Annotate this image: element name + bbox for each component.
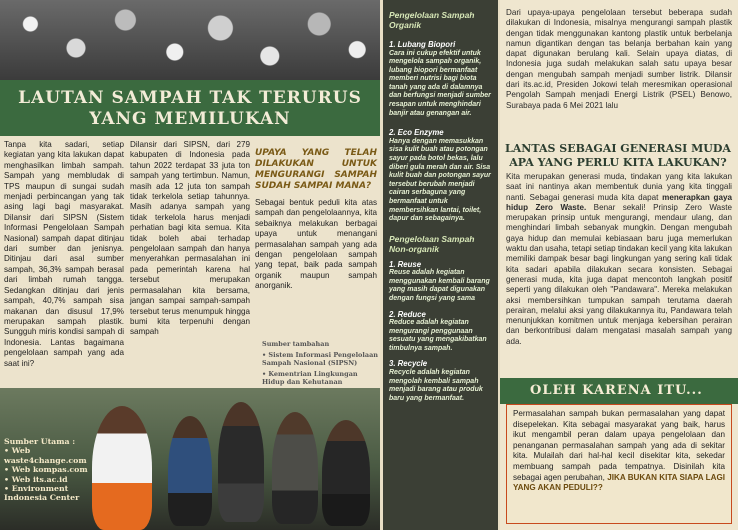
conclusion-heading: OLEH KARENA ITU... (530, 383, 703, 398)
reuse-body: Reuse adalah kegiatan menggunakan kembali barang yang masih dapat digunakan dengan fungsi yang sama (389, 269, 490, 302)
title-line-1: LAUTAN SAMPAH TAK TERURUS (18, 88, 362, 108)
young-generation-heading: LANTAS SEBAGAI GENERASI MUDA APA YANG PERLU KITA LAKUKAN? (505, 142, 731, 169)
additional-source-item: • Kementrian Lingkungan Hidup dan Kehutanan (262, 370, 358, 386)
biopori-body: Cara ini cukup efektif untuk mengelola sampah organik, lubang biopori bermanfaat memberi nutrisi bagi biota tanah yang ada di dalamnya dan berfungsi menjadi sumber resapan untuk menghindari banjir atau genangan air. (389, 49, 491, 117)
conclusion-text (513, 409, 725, 494)
reduce-body: Reduce adalah kegiatan mengurangi penggunaan sesuatu yang mengakibatkan timbulnya sampah. (389, 319, 487, 352)
page-title (0, 88, 380, 130)
person-figure (322, 420, 370, 526)
main-sources-label: Sumber Utama : (4, 437, 76, 446)
zero-waste-highlight: menerapkan gaya hidup Zero Waste. (506, 192, 733, 212)
main-source-item: • Web kompas.com (4, 465, 88, 475)
main-source-item: • Environment Indonesia Center (4, 484, 80, 503)
reduce-heading: 2. Reduce (389, 309, 426, 319)
zero-waste-text-rest: Benar sekali! Prinsip Zero Waste merupakan prinsip untuk mengurangi, mendaur ulang, dan menghindari limbah sebanyak mungkin. Dengan mengubah gaya hidup dan memulai kebiasaan baru juga memerlukan waktu dan usaha, tetapi setiap tindakan kecil yang kita lakukan memiliki dampak besar bagi lingkungan yang sering kali tidak kita sadari apabila dilakukan secara konsisten. Sebagai generasi muda, kita juga dapat mencontoh langkah positif seperti yang dilakukan oleh "Pandawara". Mereka melakukan aksi membersihkan tumpukan sampah terutama daerah perairan, melalui aksi yang dilakukannya itu, Pandawara telah menunjukkan komitmen untuk menjaga kebersihan perairan dan berkontribusi dalam mengatasi masalah sampah yang ada. (506, 202, 732, 346)
person-figure (272, 412, 318, 524)
intro-column: Tanpa kita sadari, setiap kegiatan yang kita lakukan dapat menghasilkan limbah sampah. Sampah yang membludak di TPS maupun di sungai sudah menjadi perbincangan yang tak asing lagi bagi masyarakat. Dilansir dari SIPSN (Sistem Informasi Pengelolaan Sampah Nasional) sampah dapat ditinjau dari sumber dan jenisnya. Ditinjau dari asal sumber sampah, 36,3% sampah berasal dari limbah rumah tangga. Sedangkan ditinjau dari jenis sampah, 40,7% sampah sisa makanan dan disusul 17,9% merupakan sampah plastik. Sungguh miris kondisi sampah di Indonesia. Lantas bagaimana pengelolaan sampah yang ada saat ini? (4, 140, 124, 368)
conclusion-call-to-action: JIKA BUKAN KITA SIAPA LAGI YANG AKAN PEDULI?? (513, 472, 725, 493)
non-organic-heading: Pengelolaan Sampah Non-organik (389, 233, 475, 254)
eco-enzyme-heading: 2. Eco Enzyme (389, 128, 444, 138)
reuse-heading: 1. Reuse (389, 259, 422, 269)
main-sources (4, 437, 94, 503)
right-page (500, 0, 738, 530)
conclusion-box (506, 404, 732, 524)
main-source-item: • Web waste4change.com (4, 446, 87, 465)
indonesia-efforts-paragraph: Dari upaya-upaya pengelolaan tersebut beberapa sudah dilakukan di Indonesia, misalnya mengurangi sampah plastik dengan tidak menggunakan kantong plastik untuk berbelanja namun digantikan dengan tas belanja berbahan kain yang dapat digunakan berulang kali. Selain upaya diatas, di Indonesia juga sudah melakukan salah satu upaya besar dengan mengubah sampah menjadi sumber listrik. Dilansir dari its.ac.id, Presiden Jokowi telah meresmikan operasional Pengolah Sampah menjadi Energi Listrik (PSEL) Benowo, Surabaya pada 6 Mei 2021 lalu (506, 8, 732, 110)
efforts-body: Sebagai bentuk peduli kita atas sampah dan pengelolaannya, kita sebaiknya melakukan berbagai upaya untuk menangani permasalahan sampah yang ada dengan pengelolaan sampah yang tepat, baik pada sampah organik maupun sampah anorganik. (255, 198, 377, 291)
organic-heading: Pengelolaan Sampah Organik (389, 10, 475, 30)
person-figure (92, 406, 152, 530)
person-figure (168, 416, 212, 526)
recycle-heading: 3. Recycle (389, 359, 428, 369)
statistics-column: Dilansir dari SIPSN, dari 279 kabupaten di Indonesia pada tahun 2022 terdapat 33 juta ton sampah yang tertimbun. Namun, masih ada 12 juta ton sampah tidak terkelola setiap tahunnya. Masih adanya sampah yang tidak terkelola harus menjadi perhatian bagi kita semua. Kita tidak boleh abai terhadap pengelolaan sampah dan hanya menyerahkan permasalahan ini pada pemerintah karena hal tersebut merupakan permasalahan kita bersama, jangan sampai sampah-sampah tersebut terus menumpuk hingga bumi kita terpenuhi dengan sampah (130, 140, 250, 337)
main-source-item: • Web its.ac.id (4, 474, 68, 484)
zero-waste-text: Kita merupakan generasi muda, tindakan yang kita lakukan saat ini nantinya akan membentuk dunia yang kita tinggali nanti. Sebagai generasi muda kita dapat (506, 172, 732, 202)
efforts-heading: UPAYA YANG TELAH DILAKUKAN UNTUK MENGURANGI SAMPAH SUDAH SAMPAI MANA? (255, 148, 377, 191)
title-line-2: YANG MEMILUKAN (89, 109, 291, 129)
recycle-body: Recycle adalah kegiatan mengolah kembali sampah menjadi barang atau produk baru yang bermanfaat. (389, 368, 483, 402)
waste-management-content (389, 10, 493, 403)
additional-sources-label: Sumber tambahan (262, 340, 330, 348)
waste-management-column (383, 0, 498, 530)
zero-waste-paragraph (506, 172, 732, 347)
additional-source-item: • Sistem Informasi Pengelolaan Sampah Nasional (SIPSN) (262, 351, 379, 367)
biopori-heading: 1. Lubang Biopori (389, 40, 456, 49)
eco-enzyme-body: Hanya dengan memasukkan sisa kulit buah atau potongan sayur pada botol bekas, lalu diberi gula merah dan air. Sisa kulit buah dan potongan sayur tersebut berubah menjadi cairan serbaguna yang bermanfaat untuk membersihkan lantai, toilet, dapur dan sebagainya. (389, 137, 491, 223)
conclusion-body: Permasalahan sampah bukan permasalahan yang dapat disepelekan. Kita sebagai masyarakat yang baik, harus ikut mengambil peran dalam upaya pengelolaan dan penanganan permasalahan sampah yang ada di sekitar kita. Mulailah dari hal-hal kecil disekitar kita, sekedar membuang sampah pada tempatnya. Disinilah kita sebagai agen perubahan, (513, 409, 725, 482)
trash-photo (0, 0, 380, 80)
efforts-column (255, 148, 377, 292)
additional-sources (262, 340, 378, 389)
person-figure (218, 402, 264, 522)
